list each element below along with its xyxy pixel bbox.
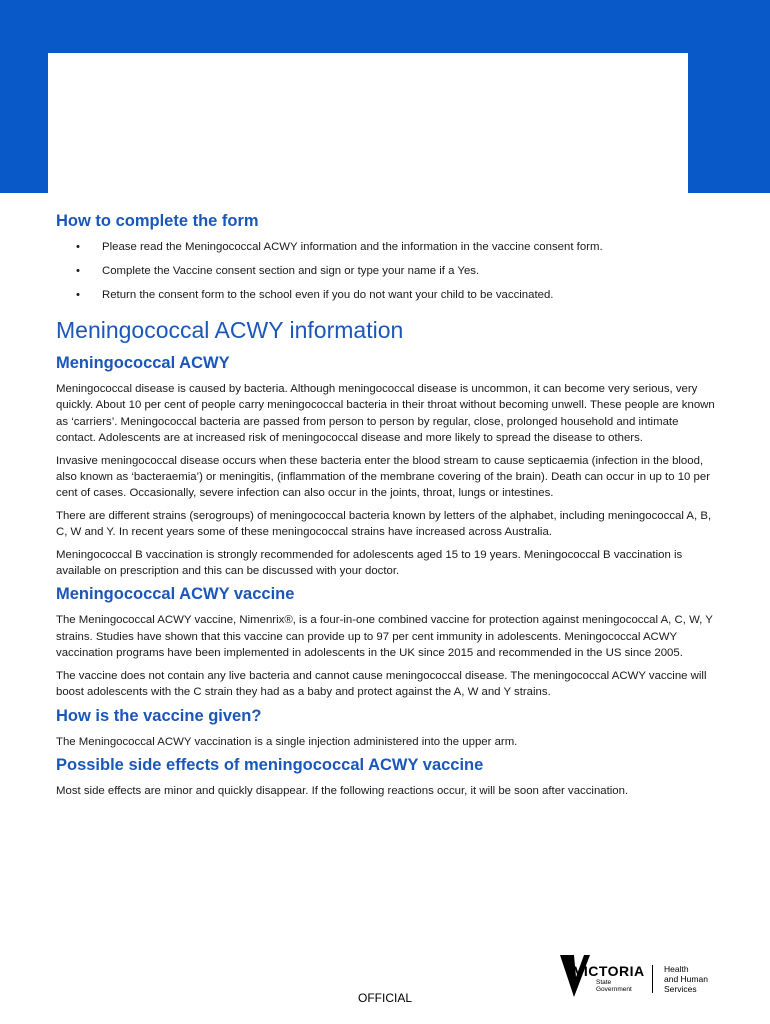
paragraph: Meningococcal disease is caused by bacteria. Although meningococcal disease is uncommon, it can become very serious, very quickly. About 10 per cent of people carry meningococcal bacteria in their throat without becoming unwell. These people are known as ‘carriers’. Meningococcal bacteria are passed from person to person by regular, close, prolonged household and intimate contact. Adolescents are at increased risk of meningococcal disease and more likely to spread the disease to others. [56,383,715,445]
header-title-box [48,53,688,193]
section-heading-vaccine: Meningococcal ACWY vaccine [56,585,295,604]
how-to-list [56,239,716,303]
bullet-icon: • [76,241,80,253]
paragraph: Most side effects are minor and quickly disappear. If the following reactions occur, it will be soon after vaccination. [56,784,629,797]
logo-dept-line: Health [664,964,689,974]
logo-sub-line: State [596,979,612,986]
paragraph: Meningococcal B vaccination is strongly recommended for adolescents aged 15 to 19 years. Meningococcal B vaccination is available on prescription and this can be discussed with your doctor. [56,548,683,578]
logo-wordmark: VICTORIA [574,963,645,979]
logo-dept-line: Services [664,984,697,994]
paragraph: The Meningococcal ACWY vaccine, Nimenrix®, is a four-in-one combined vaccine for protection against meningococcal A, C, W, Y strains. Studies have shown that this vaccine can provide up to 97 per cent immunity in adolescents. Meningococcal ACWY vaccination programs have been implemented in adolescents in the UK since 2015 and recommended in the US since 2005. [56,614,713,660]
logo-divider [652,965,653,993]
list-item [56,287,716,303]
paragraph: There are different strains (serogroups) of meningococcal bacteria known by letters of the alphabet, including meningococcal A, B, C, W and Y. In recent years some of these meningococcal strains have increased across Australia. [56,509,712,539]
bullet-icon: • [76,289,80,301]
paragraph: The vaccine does not contain any live bacteria and cannot cause meningococcal disease. The meningococcal ACWY vaccine will boost adolescents with the C strain they had as a baby and protect against the A, W and Y strains. [56,669,707,699]
list-item [56,263,716,279]
info-title: Meningococcal ACWY information [56,317,404,343]
bullet-icon: • [76,265,80,277]
list-item-text: Complete the Vaccine consent section and sign or type your name if a Yes. [102,265,480,277]
logo-sub-line: Government [596,986,632,993]
how-to-heading: How to complete the form [56,212,259,230]
header-banner [0,0,770,193]
paragraph: The Meningococcal ACWY vaccination is a single injection administered into the upper arm. [56,735,518,748]
section-heading-meningococcal-acwy: Meningococcal ACWY [56,354,230,372]
list-item [56,239,716,255]
logo-dept-line: and Human [664,974,708,984]
paragraph: Invasive meningococcal disease occurs when these bacteria enter the blood stream to cause septicaemia (infection in the blood, also known as ‘bacteraemia’) or meningitis, (inflammation of the membrane covering of the brain). Death can occur in up to 10 per cent of cases. Occasionally, severe infection can also occur in the joints, throat, lungs or intestines. [56,454,711,500]
list-item-text: Return the consent form to the school even if you do not want your child to be vaccinated. [102,289,554,301]
document-body [56,212,716,805]
section-heading-how-given: How is the vaccine given? [56,706,262,725]
security-classification: OFFICIAL [357,991,412,1005]
list-item-text: Please read the Meningococcal ACWY information and the information in the vaccine consent form. [102,241,603,253]
logo-department [664,964,708,994]
section-heading-side-effects: Possible side effects of meningococcal ACWY vaccine [56,755,484,774]
